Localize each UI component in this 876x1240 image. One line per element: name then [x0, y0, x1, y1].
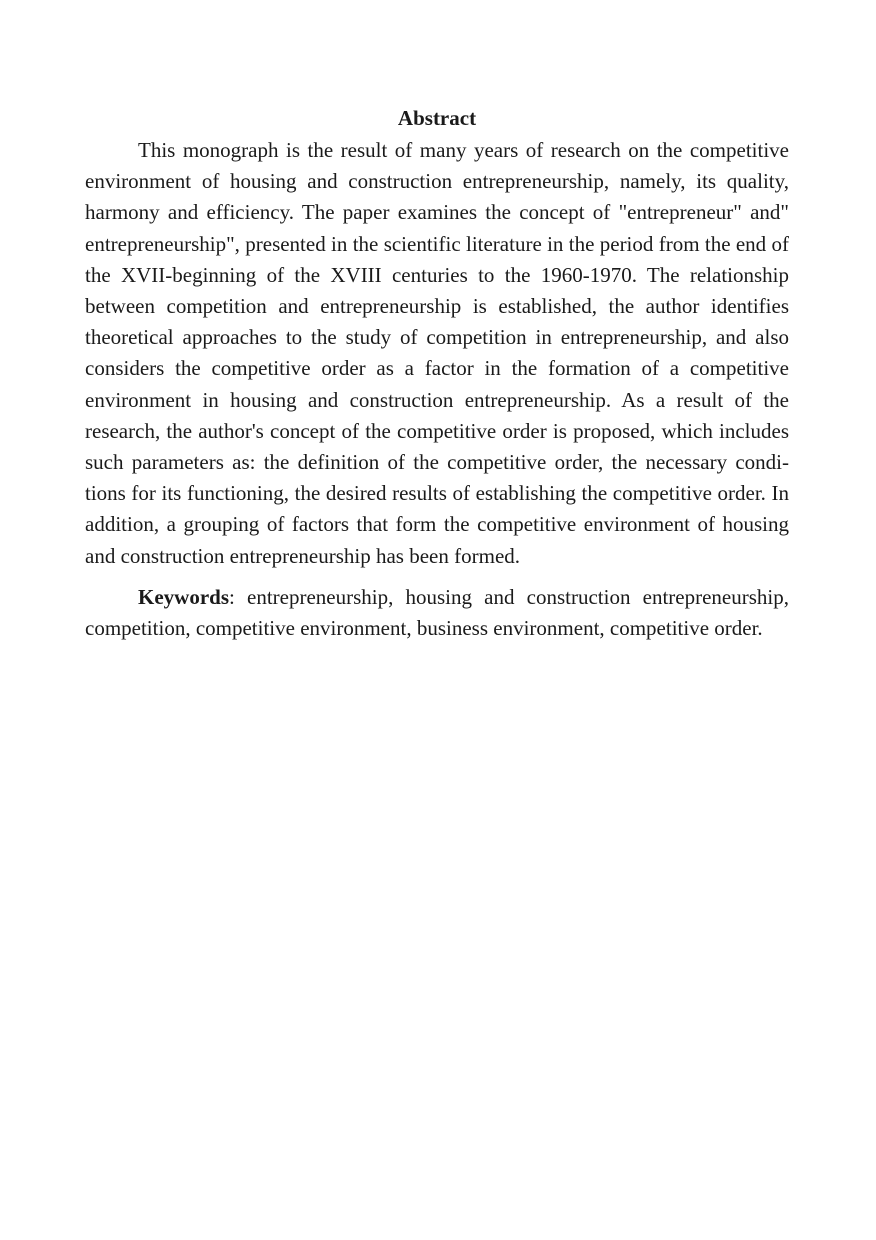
keywords-label: Keywords [138, 584, 229, 609]
abstract-heading: Abstract [397, 106, 477, 130]
abstract-paragraph: This monograph is the result of many years of research on the competitive environment of housing and construction entrepreneurship, namely, its quality, harmony and efficiency. The paper examines the concept of "entrepreneur" and" entrepreneurship", presented in the scientific literature in the period from the end of the XVII-beginning of the XVIII centuries to the 1960-1970. The relationship between competition and entrepreneurship is established, the author identifies theoretical approaches to the study of competition in entrepreneurship, and also considers the competitive order as a factor in the formation of a competitive environment in housing and construction entrepreneurship. As a result of the research, the author's concept of the competitive order is proposed, which includes such parameters as: the definition of the competitive order, the necessary conditions for its functioning, the desired results of establishing the competitive order. In addition, a grouping of factors that form the competitive environment of housing and construction entrepreneurship has been formed. [85, 138, 789, 568]
keywords-list: : entrepreneurship, housing and construction entrepreneurship, competition, competitive environment, business environment, competitive order. [85, 584, 789, 641]
document-page [85, 104, 789, 644]
keywords-paragraph [85, 582, 789, 644]
